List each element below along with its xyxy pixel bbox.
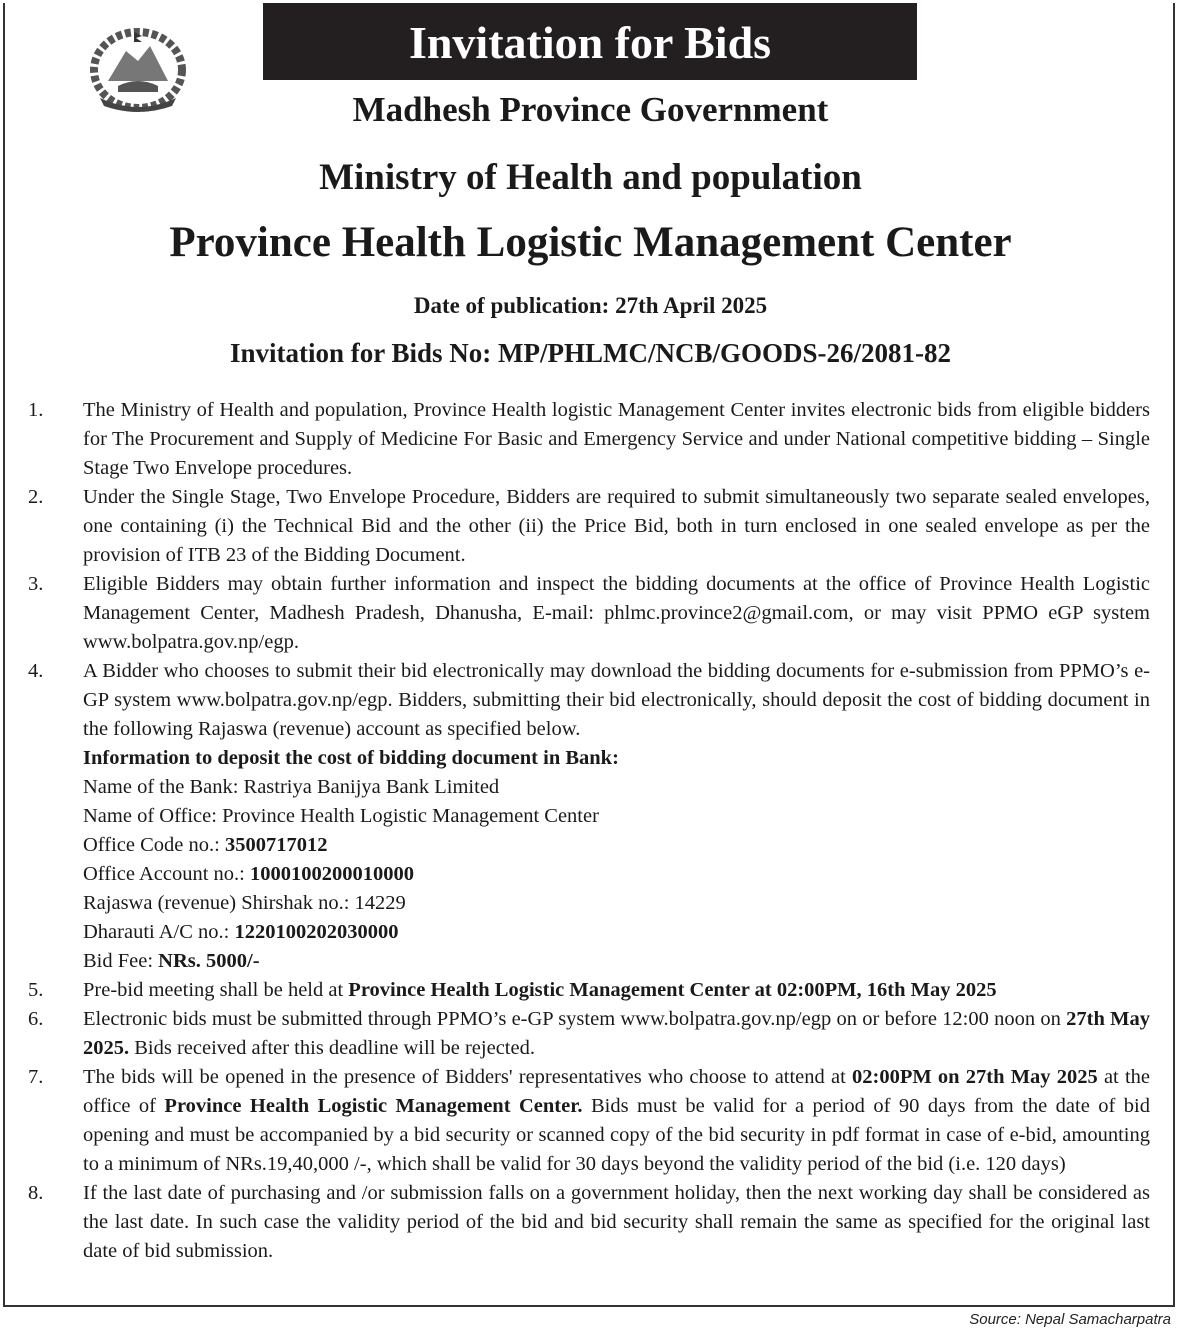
list-item — [0, 483, 1181, 570]
text-segment: Office Code no.: — [83, 834, 225, 856]
text-segment: Bids must be valid for a period of 90 days from the date of bid opening and must be accompanied by a bid security or scanned copy of the bid security in pdf format in case of e-bid, amounting to a minimum of NRs.19,40,000 /-, which shall be valid for 30 days beyond the validity period of the bid (i.e. 120 days) — [83, 1095, 1150, 1175]
item-number: 4. — [28, 660, 44, 682]
text-segment: Name of the Bank: Rastriya Banijya Bank Limited — [83, 776, 500, 798]
bank-info-heading: Information to deposit the cost of bidding document in Bank: — [83, 747, 619, 769]
text-segment: Rajaswa (revenue) Shirshak no.: 14229 — [83, 892, 406, 914]
item-number: 1. — [28, 399, 44, 421]
list-item — [0, 657, 1181, 744]
bank-info-row — [83, 918, 1181, 947]
item-number: 2. — [28, 486, 44, 508]
text-segment: Electronic bids must be submitted through PPMO’s e-GP system www.bolpatra.gov.np/egp on or before 12:00 noon on — [83, 1008, 1067, 1030]
text-segment: NRs. 5000/- — [158, 950, 260, 972]
bid-terms-list — [0, 396, 1181, 1266]
item-number: 3. — [28, 573, 44, 595]
ministry-name: Ministry of Health and population — [319, 157, 862, 198]
source-credit: Source: Nepal Samacharpatra — [969, 1311, 1171, 1328]
text-segment: Province Health Logistic Management Center at 02:00PM, 16th May 2025 — [348, 979, 997, 1001]
government-name: Madhesh Province Government — [352, 90, 829, 129]
list-item — [0, 396, 1181, 483]
text-segment: Bids received after this deadline will be rejected. — [129, 1037, 535, 1059]
item-number: 7. — [28, 1066, 44, 1088]
publication-date: Date of publication: 27th April 2025 — [413, 293, 768, 318]
text-segment: Province Health Logistic Management Center. — [164, 1095, 583, 1117]
item-number: 8. — [28, 1182, 44, 1204]
text-segment: Bid Fee: — [83, 950, 159, 972]
text-segment: at the office of — [83, 1066, 1150, 1117]
list-item — [0, 1179, 1181, 1266]
text-segment: 1220100202030000 — [234, 921, 399, 943]
bid-number: Invitation for Bids No: MP/PHLMC/NCB/GOODS-26/2081-82 — [229, 338, 951, 368]
text-segment: Pre-bid meeting shall be held at — [83, 979, 349, 1001]
text-segment: The bids will be opened in the presence of Bidders' representatives who choose to attend at — [83, 1066, 852, 1088]
bank-info-row — [83, 802, 1181, 831]
list-item — [0, 976, 1181, 1005]
list-item — [0, 1063, 1181, 1179]
text-segment: Eligible Bidders may obtain further information and inspect the bidding documents at the office of Province Health Logistic Management Center, Madhesh Pradesh, Dhanusha, E-mail: phlmc.province2@gmail.com, or may visit PPMO eGP system www.bolpatra.gov.np/egp. — [83, 573, 1150, 653]
bank-info — [0, 744, 1181, 976]
list-item — [0, 1005, 1181, 1063]
document-title: Invitation for Bids — [263, 3, 917, 80]
list-item — [0, 570, 1181, 657]
item-number: 5. — [28, 979, 44, 1001]
bank-info-row — [83, 947, 1181, 976]
text-segment: 3500717012 — [224, 834, 328, 856]
text-segment: Dharauti A/C no.: — [83, 921, 235, 943]
text-segment: 02:00PM on 27th May 2025 — [852, 1066, 1098, 1088]
text-segment: 1000100200010000 — [250, 863, 414, 885]
text-segment: Name of Office: Province Health Logistic Management Center — [83, 805, 599, 827]
text-segment: Under the Single Stage, Two Envelope Procedure, Bidders are required to submit simultaneously two separate sealed envelopes, one containing (i) the Technical Bid and the other (ii) the Price Bid, both in turn enclosed in one sealed envelope as per the provision of ITB 23 of the Bidding Document. — [83, 486, 1150, 566]
bank-info-row — [83, 889, 1181, 918]
text-segment: The Ministry of Health and population, Province Health logistic Management Center invites electronic bids from eligible bidders for The Procurement and Supply of Medicine For Basic and Emergency Service and under National competitive bidding – Single Stage Two Envelope procedures. — [83, 399, 1150, 479]
text-segment: If the last date of purchasing and /or submission falls on a government holiday, then the next working day shall be considered as the last date. In such case the validity period of the bid and bid security shall remain the same as specified for the original last date of bid submission. — [83, 1182, 1150, 1262]
bank-info-row — [83, 773, 1181, 802]
item-number: 6. — [28, 1008, 44, 1030]
text-segment: 27th May 2025. — [83, 1008, 1150, 1059]
text-segment: A Bidder who chooses to submit their bid electronically may download the bidding documents for e-submission from PPMO’s e-GP system www.bolpatra.gov.np/egp. Bidders, submitting their bid electronically, should deposit the cost of bidding document in the following Rajaswa (revenue) account as specified below. — [83, 660, 1150, 740]
text-segment: Office Account no.: — [83, 863, 250, 885]
office-name: Province Health Logistic Management Center — [169, 219, 1012, 266]
bank-info-row — [83, 860, 1181, 889]
bank-info-row — [83, 831, 1181, 860]
